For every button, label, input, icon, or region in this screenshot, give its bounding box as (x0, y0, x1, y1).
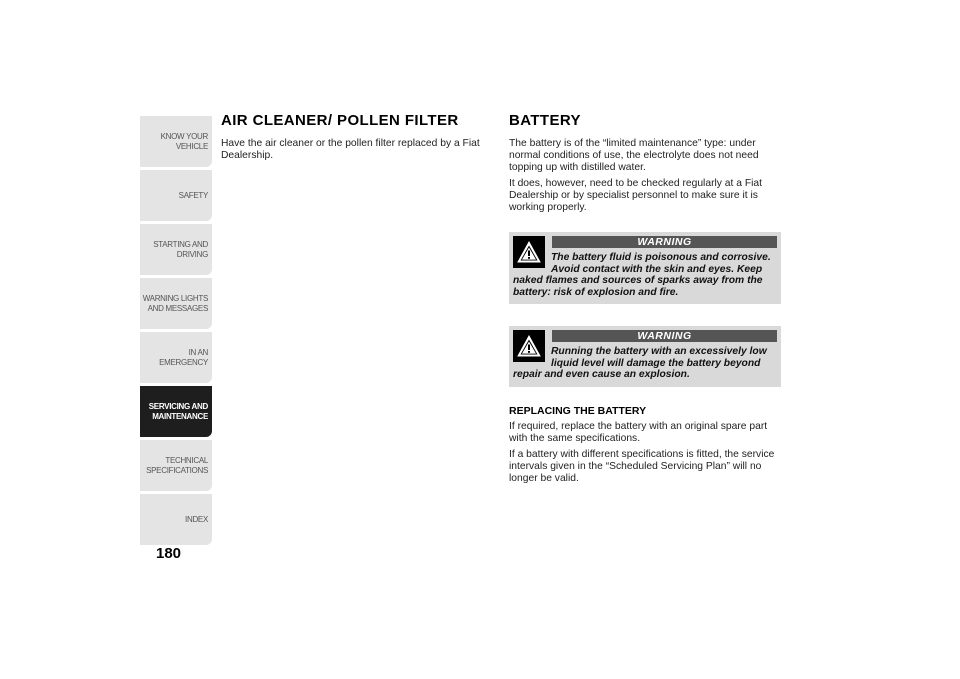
tab-warning-lights[interactable]: WARNING LIGHTS AND MESSAGES (140, 278, 212, 329)
warning-box-1 (509, 232, 781, 304)
air-cleaner-text: Have the air cleaner or the pollen filter replaced by a Fiat Dealership. (221, 138, 480, 161)
warning-box-2 (509, 326, 781, 387)
tab-safety[interactable]: SAFETY (140, 170, 212, 221)
right-column (509, 112, 781, 489)
left-column (221, 112, 491, 166)
page-number: 180 (156, 545, 182, 562)
tab-know-your-vehicle[interactable]: KNOW YOUR VEHICLE (140, 116, 212, 167)
replacing-paragraph-1: If required, replace the battery with an original spare part with the same specifications. (509, 420, 768, 444)
tab-in-an-emergency[interactable]: IN AN EMERGENCY (140, 332, 212, 383)
tab-servicing-and-maintenance[interactable]: SERVICING AND MAINTENANCE (140, 386, 212, 437)
tab-technical-specifications[interactable]: TECHNICAL SPECIFICATIONS (140, 440, 212, 491)
warning-title: WARNING (552, 236, 777, 248)
section-heading-air-cleaner: AIR CLEANER/ POLLEN FILTER (221, 112, 459, 129)
replacing-paragraph-2: If a battery with different specifications is fitted, the service intervals given in the “Scheduled Servicing Plan” will no longer be valid. (509, 448, 775, 484)
warning-triangle-icon (513, 330, 545, 362)
warning-text: The battery fluid is poisonous and corrosive. Avoid contact with the skin and eyes. Keep naked flames and sources of sparks away from the battery: risk of explosion and fire. (513, 252, 771, 298)
warning-triangle-icon (513, 236, 545, 268)
tab-starting-and-driving[interactable]: STARTING AND DRIVING (140, 224, 212, 275)
tab-index[interactable]: INDEX (140, 494, 212, 545)
replacing-battery-heading: REPLACING THE BATTERY (509, 404, 647, 417)
warning-text: Running the battery with an excessively low liquid level will damage the battery beyond repair and even cause an explosion. (513, 346, 767, 380)
warning-title: WARNING (552, 330, 777, 342)
section-heading-battery: BATTERY (509, 112, 581, 129)
battery-paragraph-1: The battery is of the “limited maintenance” type: under normal conditions of use, the electrolyte does not need topping up with distilled water. (509, 138, 759, 173)
battery-paragraph-2: It does, however, need to be checked regularly at a Fiat Dealership or by specialist personnel to make sure it is working properly. (509, 178, 762, 213)
